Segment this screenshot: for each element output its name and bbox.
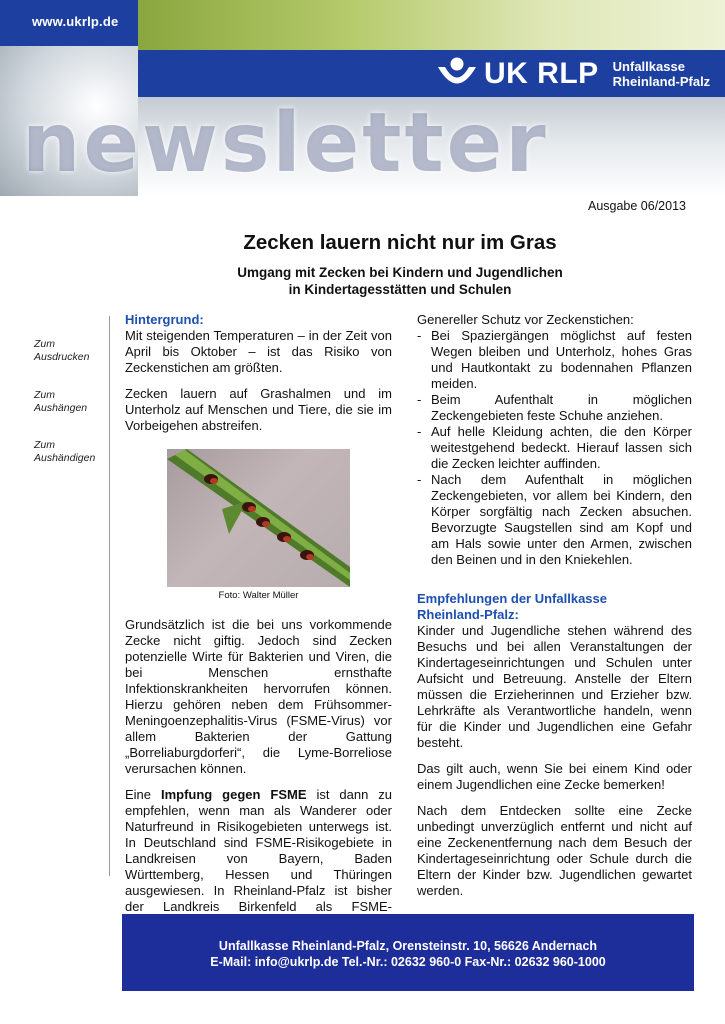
left-p4-start: Eine — [125, 787, 161, 802]
side-link-post[interactable] — [34, 389, 87, 415]
list-item: - Bei Spaziergängen möglichst auf festen Wegen bleiben und Unterholz, hohes Gras und Hautkontakt zu bodennahen Pflanzen meiden. — [417, 328, 692, 392]
list-item: - Beim Aufenthalt in möglichen Zeckengebieten feste Schuhe anziehen. — [417, 392, 692, 424]
side-link-post-line1: Zum — [34, 389, 55, 401]
left-heading: Hintergrund: — [125, 312, 204, 327]
tick-photo — [167, 449, 350, 587]
subtitle-line1: Umgang mit Zecken bei Kindern und Jugendlichen — [237, 265, 563, 280]
header-url-box — [0, 0, 138, 46]
left-paragraph-4 — [125, 787, 392, 931]
footer-contact — [122, 914, 694, 991]
side-link-handout-line2: Aushändigen — [34, 452, 96, 464]
protection-list — [417, 328, 692, 568]
right-column — [417, 312, 692, 899]
left-p4-bold: Impfung gegen FSME — [160, 787, 307, 802]
tick-on-grass-image — [167, 449, 350, 587]
right-paragraph-3: Nach dem Entdecken sollte eine Zecke unbedingt unverzüglich entfernt und nicht auf eine Zeckenentfernung nach dem Besuch der Kindertageseinrichtung oder Schule durch die Eltern der Kinder bzw. Jugendlichen gewartet werden. — [417, 803, 692, 898]
logo-sub-text — [613, 59, 711, 89]
footer-contacts[interactable]: E-Mail: info@ukrlp.de Tel.-Nr.: 02632 960-0 Fax-Nr.: 02632 960-1000 — [210, 955, 606, 969]
left-p4-rest: ist dann zu empfehlen, wenn man als Wanderer oder Naturfreund in Risikogebieten unterwegs ist. In Deutschland sind FSME-Risikogebiete in Landkreisen von Bayern, Baden Württemberg, Hessen und Thüringen ausgewiesen. In Rheinland-Pfalz ist bisher der Landkreis Birkenfeld als FSME- — [125, 787, 392, 914]
logo-mark-icon — [436, 56, 478, 92]
right-heading-line1: Empfehlungen der Unfallkasse — [417, 591, 607, 606]
newsletter-header — [0, 0, 725, 196]
subtitle-line2: in Kindertagesstätten und Schulen — [288, 282, 512, 297]
right-paragraph-1: Kinder und Jugendliche stehen während des Besuchs und bei allen Veranstaltungen der Kindertageseinrichtungen und Schulen unter Aufsicht und Betreuung. Anstelle der Eltern müssen die Erzieherinnen und Erzieher bzw. Lehrkräfte als Verantwortliche handeln, wenn für die Kinder und Jugendlichen eine Gefahr besteht. — [417, 623, 692, 750]
header-green-band — [138, 0, 725, 50]
left-paragraph-3: Grundsätzlich ist die bei uns vorkommende Zecke nicht giftig. Jedoch sind Zecken potenzielle Wirte für Bakterien und Viren, die bei Menschen ernsthafte Infektionskrankheiten hervorrufen können. Hierzu gehören neben dem Frühsommer-Meningoenzephalitis-Virus (FSME-Virus) vor allem Bakterien der Gattung „Borreliaburgdorferi“, die Lyme-Borreliose verursachen können. — [125, 617, 392, 776]
footer-address: Unfallkasse Rheinland-Pfalz, Orensteinstr. 10, 56626 Andernach — [218, 939, 598, 953]
right-heading — [417, 591, 692, 623]
list-item: - Auf helle Kleidung achten, die den Körper weitestgehend bedeckt. Hierauf lassen sich die Zecken leichter auffinden. — [417, 424, 692, 472]
logo-sub-line1: Unfallkasse — [612, 59, 685, 74]
side-link-handout-line1: Zum — [34, 439, 55, 451]
right-paragraph-2: Das gilt auch, wenn Sie bei einem Kind oder einem Jugendlichen eine Zecke bemerken! — [417, 761, 692, 792]
uk-rlp-logo — [436, 56, 710, 92]
left-paragraph-2: Zecken lauern auf Grashalmen und im Unterholz auf Menschen und Tiere, die sie im Vorbeigehen abstreifen. — [125, 386, 392, 433]
left-paragraph-1: Mit steigenden Temperaturen – in der Zeit von April bis Oktober – ist das Risiko von Zeckenstichen am größten. — [125, 328, 392, 375]
side-link-post-line2: Aushängen — [34, 402, 88, 414]
left-column — [125, 312, 392, 931]
logo-sub-line2: Rheinland-Pfalz — [612, 74, 711, 89]
page-subtitle — [0, 264, 725, 298]
side-link-print-line2: Ausdrucken — [34, 351, 90, 363]
side-link-print-line1: Zum — [34, 338, 55, 350]
side-link-handout[interactable] — [34, 439, 95, 465]
margin-divider — [109, 316, 110, 876]
header-url[interactable]: www.ukrlp.de — [32, 14, 119, 29]
photo-caption: Foto: Walter Müller — [218, 590, 299, 601]
list-item: - Nach dem Aufenthalt in möglichen Zeckengebieten, vor allem bei Kindern, den Körper sorgfältig nach Zecken absuchen. Bevorzugte Saugstellen sind am Kopf und am Hals sowie unter den Armen, zwischen den Beinen und in den Kniekehlen. — [417, 472, 692, 568]
logo-main-text: UK RLP — [484, 57, 599, 90]
right-heading-line2: Rheinland-Pfalz: — [417, 607, 519, 622]
side-link-print[interactable] — [34, 338, 89, 364]
newsletter-wordmark: newsletter — [22, 96, 549, 191]
right-intro: Genereller Schutz vor Zeckenstichen: — [417, 312, 634, 327]
issue-number: Ausgabe 06/2013 — [587, 199, 686, 213]
page-title: Zecken lauern nicht nur im Gras — [243, 231, 557, 254]
